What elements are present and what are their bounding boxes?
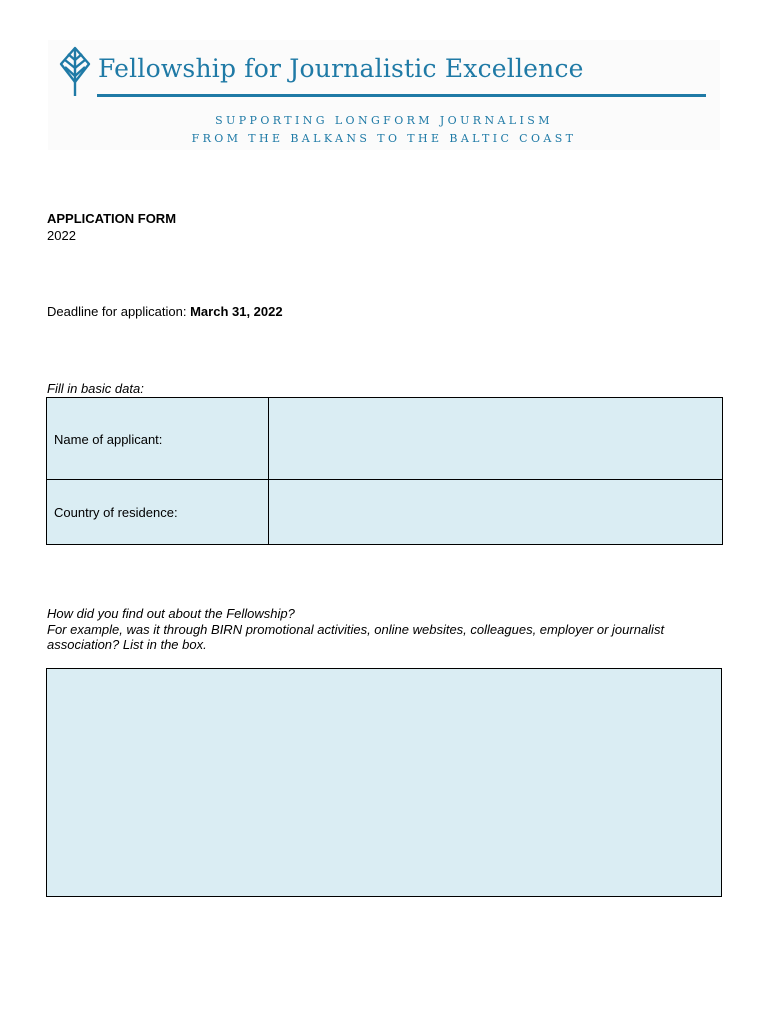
- tagline-line-2: FROM THE BALKANS TO THE BALTIC COAST: [191, 132, 577, 145]
- name-of-applicant-label: Name of applicant:: [47, 398, 269, 479]
- name-of-applicant-field[interactable]: [269, 398, 722, 479]
- referral-question-line-2: For example, was it through BIRN promotional activities, online websites, colleagues, employer or journalist association? List in the box.: [47, 621, 665, 652]
- fellowship-header: [48, 40, 720, 150]
- basic-data-table: [46, 397, 723, 545]
- deadline-date: March 31, 2022: [190, 304, 283, 319]
- tagline-line-1: SUPPORTING LONGFORM JOURNALISM: [215, 114, 553, 127]
- country-of-residence-label: Country of residence:: [47, 479, 269, 544]
- form-title: APPLICATION FORM: [47, 211, 177, 226]
- fill-instruction: Fill in basic data:: [47, 381, 144, 396]
- deadline-label: Deadline for application:: [47, 304, 191, 319]
- referral-question: [47, 606, 727, 653]
- deadline-line: [47, 304, 283, 319]
- title-underline: [97, 94, 706, 97]
- country-of-residence-field[interactable]: [269, 479, 722, 544]
- form-year: 2022: [47, 228, 76, 243]
- referral-question-line-1: How did you find out about the Fellowship?: [47, 606, 295, 621]
- referral-answer-box[interactable]: [46, 668, 722, 897]
- fellowship-title: Fellowship for Journalistic Excellence: [98, 54, 584, 83]
- leaf-icon: [58, 46, 92, 98]
